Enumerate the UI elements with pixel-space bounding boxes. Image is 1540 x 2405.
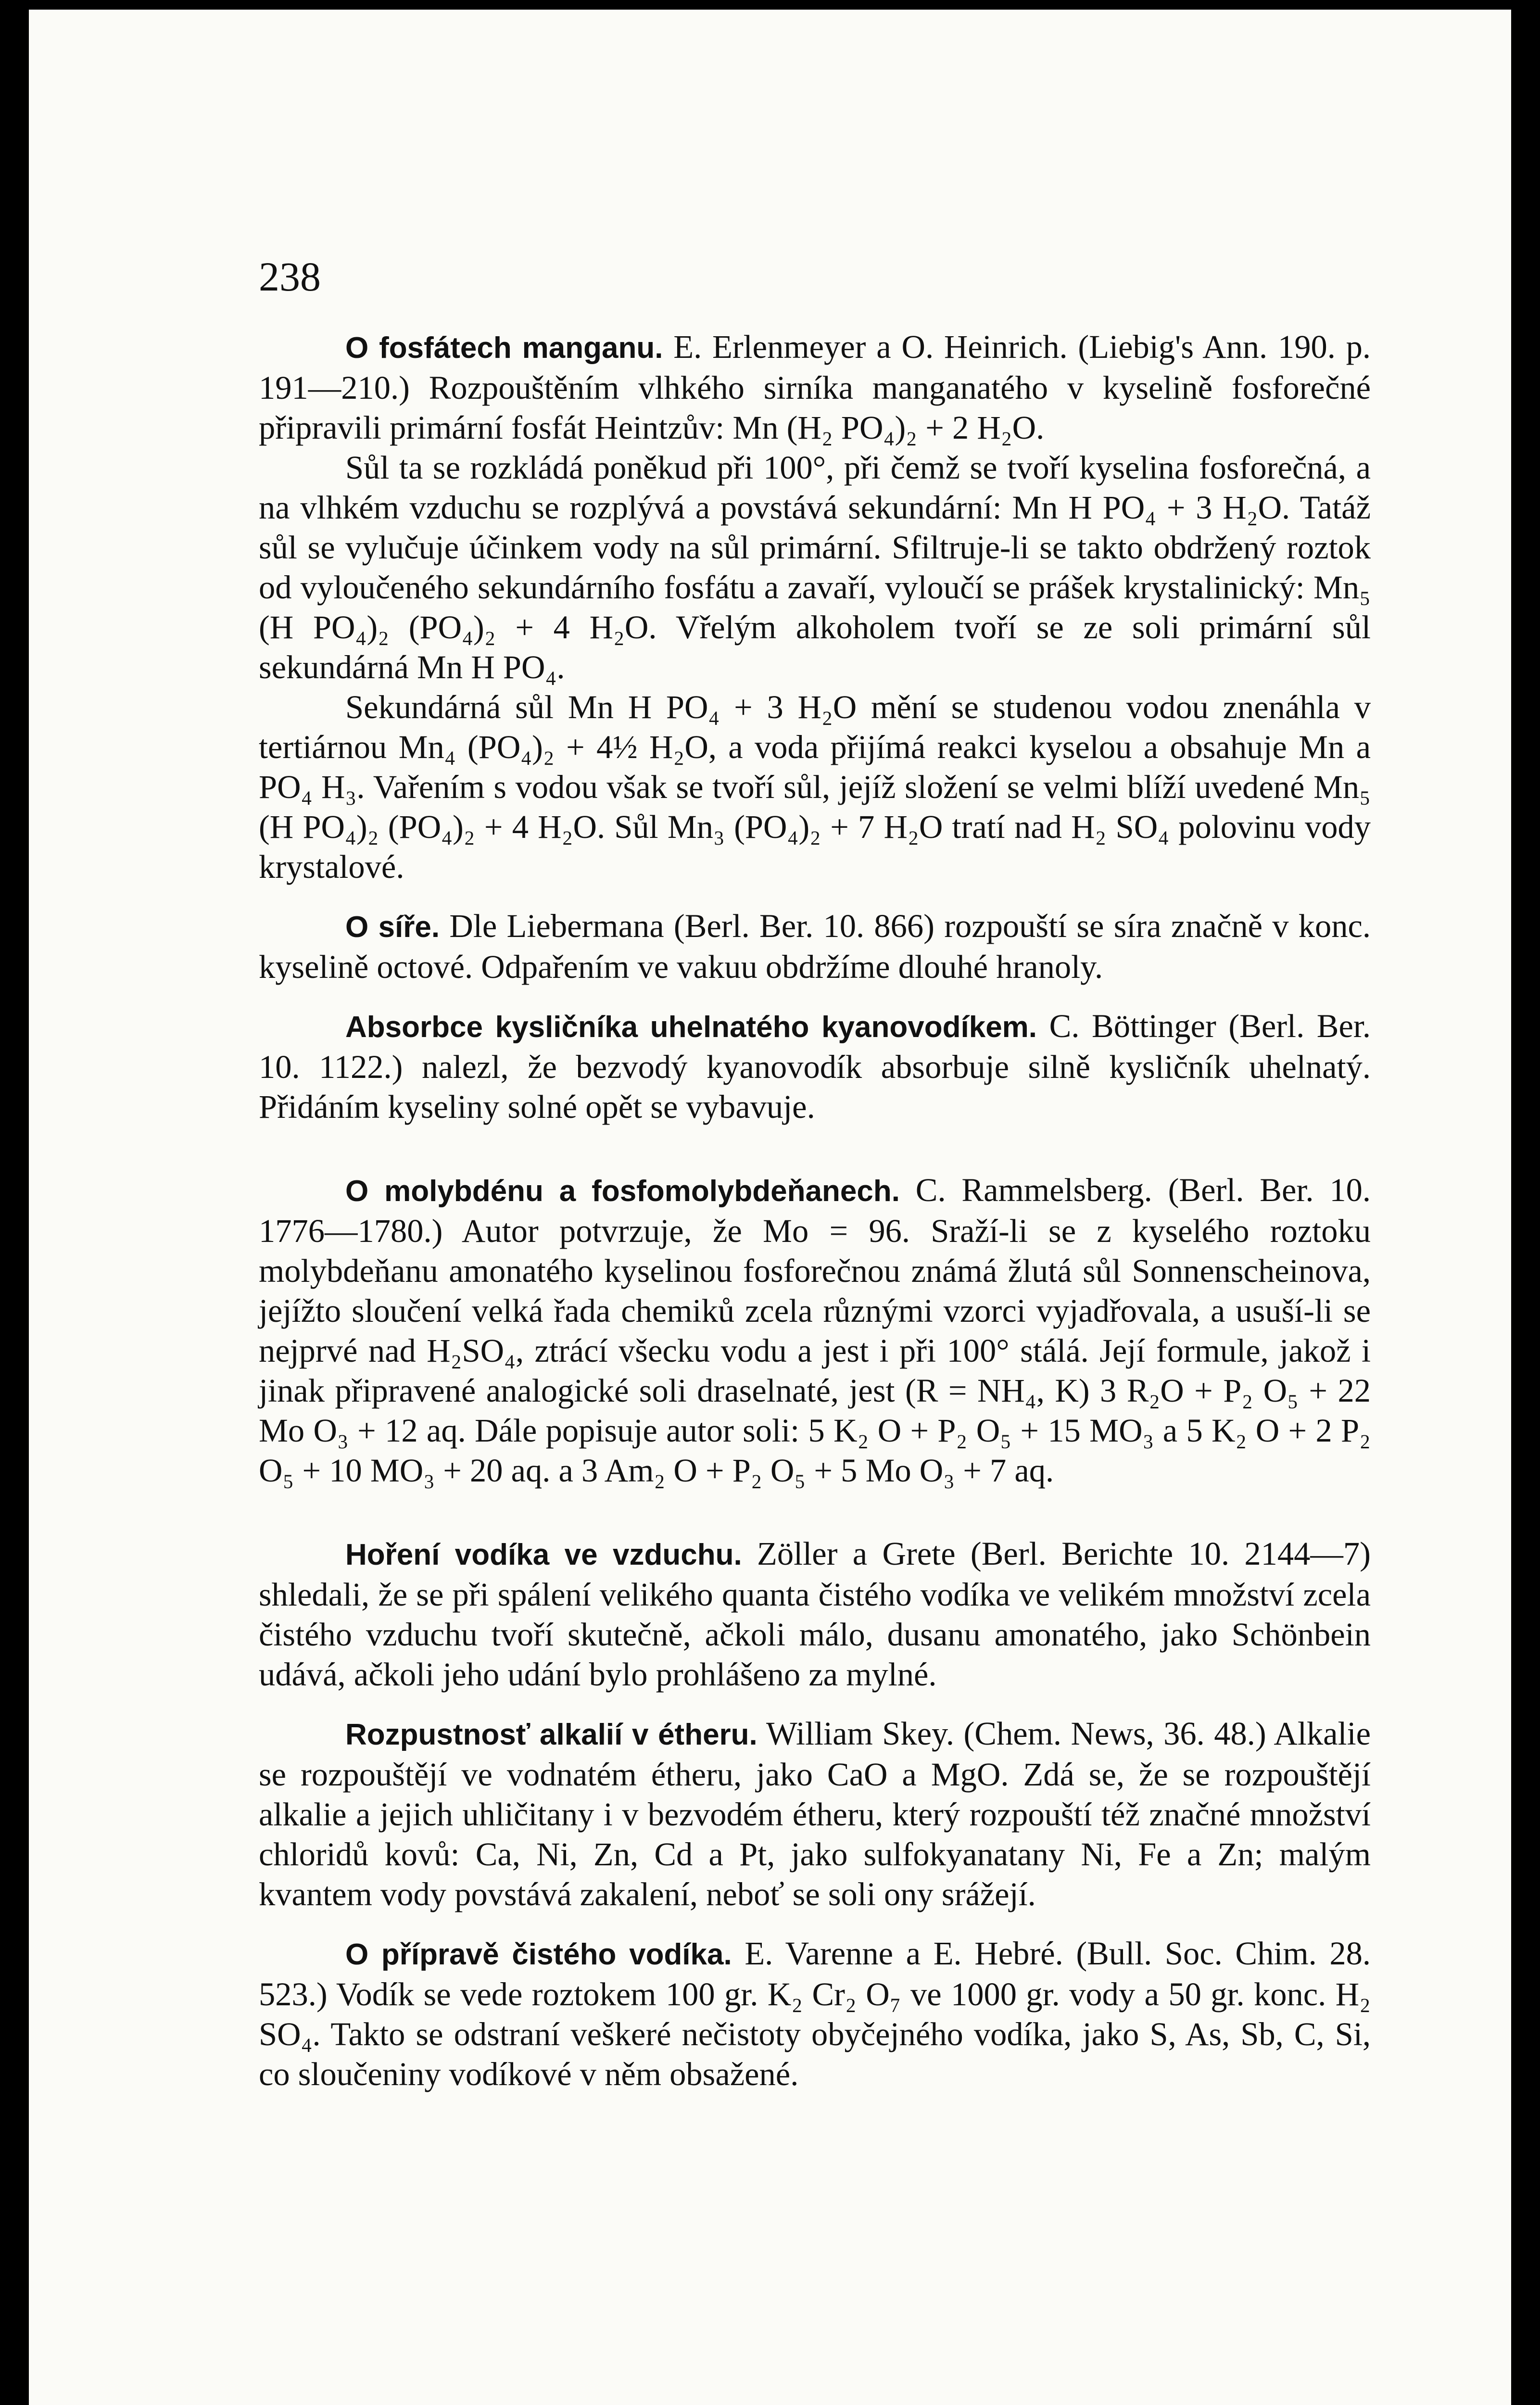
paragraph — [259, 1534, 1371, 1695]
paragraph — [259, 327, 1371, 448]
section-gap — [259, 1914, 1371, 1934]
section-molybdenum — [259, 1170, 1371, 1491]
paragraph-text: E. Erlenmeyer a O. Heinrich. (Liebig's Ann. 190. p. 191—210.) Rozpouštěním vlhkého sirníka manganatého v kyselině fosforečné připravili primární fosfát Heintzův: Mn (H₂ PO₄)₂ + 2 H₂O. — [259, 329, 1371, 446]
section-heading: Absorbce kysličníka uhelnatého kyanovodíkem. — [345, 1011, 1037, 1044]
paragraph-text: C. Böttinger (Berl. Ber. 10. 1122.) nalezl, že bezvodý kyanovodík absorbuje silně kysličník uhelnatý. Přidáním kyseliny solné opět se vybavuje. — [259, 1008, 1371, 1125]
paragraph-text: Dle Liebermana (Berl. Ber. 10. 866) rozpouští se síra značně v konc. kyselině octové. Odpařením ve vakuu obdržíme dlouhé hranoly. — [259, 908, 1371, 985]
paragraph — [259, 1934, 1371, 2094]
paragraph — [259, 906, 1371, 987]
scanned-page — [29, 10, 1511, 2405]
section-gap — [259, 1491, 1371, 1534]
section-heading: O přípravě čistého vodíka. — [345, 1938, 732, 1971]
paragraph-text: C. Rammelsberg. (Berl. Ber. 10. 1776—1780.) Autor potvrzuje, že Mo = 96. Sraží-li se z kyselého roztoku molybdeňanu amonatého kyselinou fosforečnou známá žlutá sůl Sonnenscheinova, jejížto sloučení velká řada chemiků zcela různými vzorci vyjadřovala, a usuší-li se nejprvé nad H₂SO₄, ztrácí všecku vodu a jest i při 100° stálá. Její formule, jakož i jinak připravené analogické soli draselnaté, jest (R = NH₄, K) 3 R₂O + P₂ O₅ + 22 Mo O₃ + 12 aq. Dále popisuje autor soli: 5 K₂ O + P₂ O₅ + 15 MO₃ a 5 K₂ O + 2 P₂ O₅ + 10 MO₃ + 20 aq. a 3 Am₂ O + P₂ O₅ + 5 Mo O₃ + 7 aq. — [259, 1172, 1371, 1489]
paragraph — [259, 1714, 1371, 1914]
paragraph: Sůl ta se rozkládá poněkud při 100°, při čemž se tvoří kyselina fosforečná, a na vlhkém vzduchu se rozplývá a povstává sekundární: Mn H PO₄ + 3 H₂O. Tatáž sůl se vylučuje účinkem vody na sůl primární. Sfiltruje-li se takto obdržený roztok od vyloučeného sekundárního fosfátu a zavaří, vyloučí se prášek krystalinický: Mn₅ (H PO₄)₂ (PO₄)₂ + 4 H₂O. Vřelým alkoholem tvoří se ze soli primární sůl sekundárná Mn H PO₄. — [259, 449, 1371, 685]
paragraph: Sekundárná sůl Mn H PO₄ + 3 H₂O mění se studenou vodou znenáhla v tertiárnou Mn₄ (PO₄)₂ + 4½ H₂O, a voda přijímá reakci kyselou a obsahuje Mn a PO₄ H₃. Vařením s vodou však se tvoří sůl, jejíž složení se velmi blíží uvedené Mn₅ (H PO₄)₂ (PO₄)₂ + 4 H₂O. Sůl Mn₃ (PO₄)₂ + 7 H₂O tratí nad H₂ SO₄ polovinu vody krystalové. — [259, 689, 1371, 885]
section-gap — [259, 1695, 1371, 1714]
section-heading: O síře. — [345, 911, 440, 944]
section-alkali-solubility — [259, 1714, 1371, 1914]
section-co-absorption — [259, 1006, 1371, 1127]
section-sulfur — [259, 906, 1371, 987]
section-heading: O fosfátech manganu. — [345, 331, 663, 365]
page-content — [259, 327, 1371, 2094]
section-heading: Rozpustnosť alkalií v étheru. — [345, 1718, 757, 1751]
section-gap — [259, 887, 1371, 906]
paragraph-text: Zöller a Grete (Berl. Berichte 10. 2144—7) shledali, že se při spálení velikého quanta čistého vodíka ve velikém množství zcela čistého vzduchu tvoří skutečně, ačkoli málo, dusanu amonatého, jako Schönbein udává, ačkoli jeho udání bylo prohlášeno za mylné. — [259, 1535, 1371, 1693]
paragraph-text: William Skey. (Chem. News, 36. 48.) Alkalie se rozpouštějí ve vodnatém étheru, jako CaO a MgO. Zdá se, že se rozpouštějí alkalie a jejich uhličitany i v bezvodém étheru, který rozpouští též značné množství chloridů kovů: Ca, Ni, Zn, Cd a Pt, jako sulfokyanatany Ni, Fe a Zn; malým kvantem vody povstává zakalení, neboť se soli ony srážejí. — [259, 1715, 1371, 1912]
paragraph-text: E. Varenne a E. Hebré. (Bull. Soc. Chim. 28. 523.) Vodík se vede roztokem 100 gr. K₂ Cr₂ O₇ ve 1000 gr. vody a 50 gr. konc. H₂ SO₄. Takto se odstraní veškeré nečistoty obyčejného vodíka, jako S, As, Sb, C, Si, co sloučeniny vodíkové v něm obsažené. — [259, 1935, 1371, 2092]
section-heading: O molybdénu a fosfomolybdeňanech. — [345, 1175, 900, 1208]
section-gap — [259, 987, 1371, 1006]
section-manganese-phosphates — [259, 327, 1371, 887]
paragraph — [259, 1006, 1371, 1127]
section-pure-hydrogen — [259, 1934, 1371, 2094]
paragraph — [259, 1170, 1371, 1491]
section-gap — [259, 1127, 1371, 1170]
page-number: 238 — [259, 253, 321, 300]
section-heading: Hoření vodíka ve vzduchu. — [345, 1538, 742, 1571]
section-hydrogen-burning — [259, 1534, 1371, 1695]
